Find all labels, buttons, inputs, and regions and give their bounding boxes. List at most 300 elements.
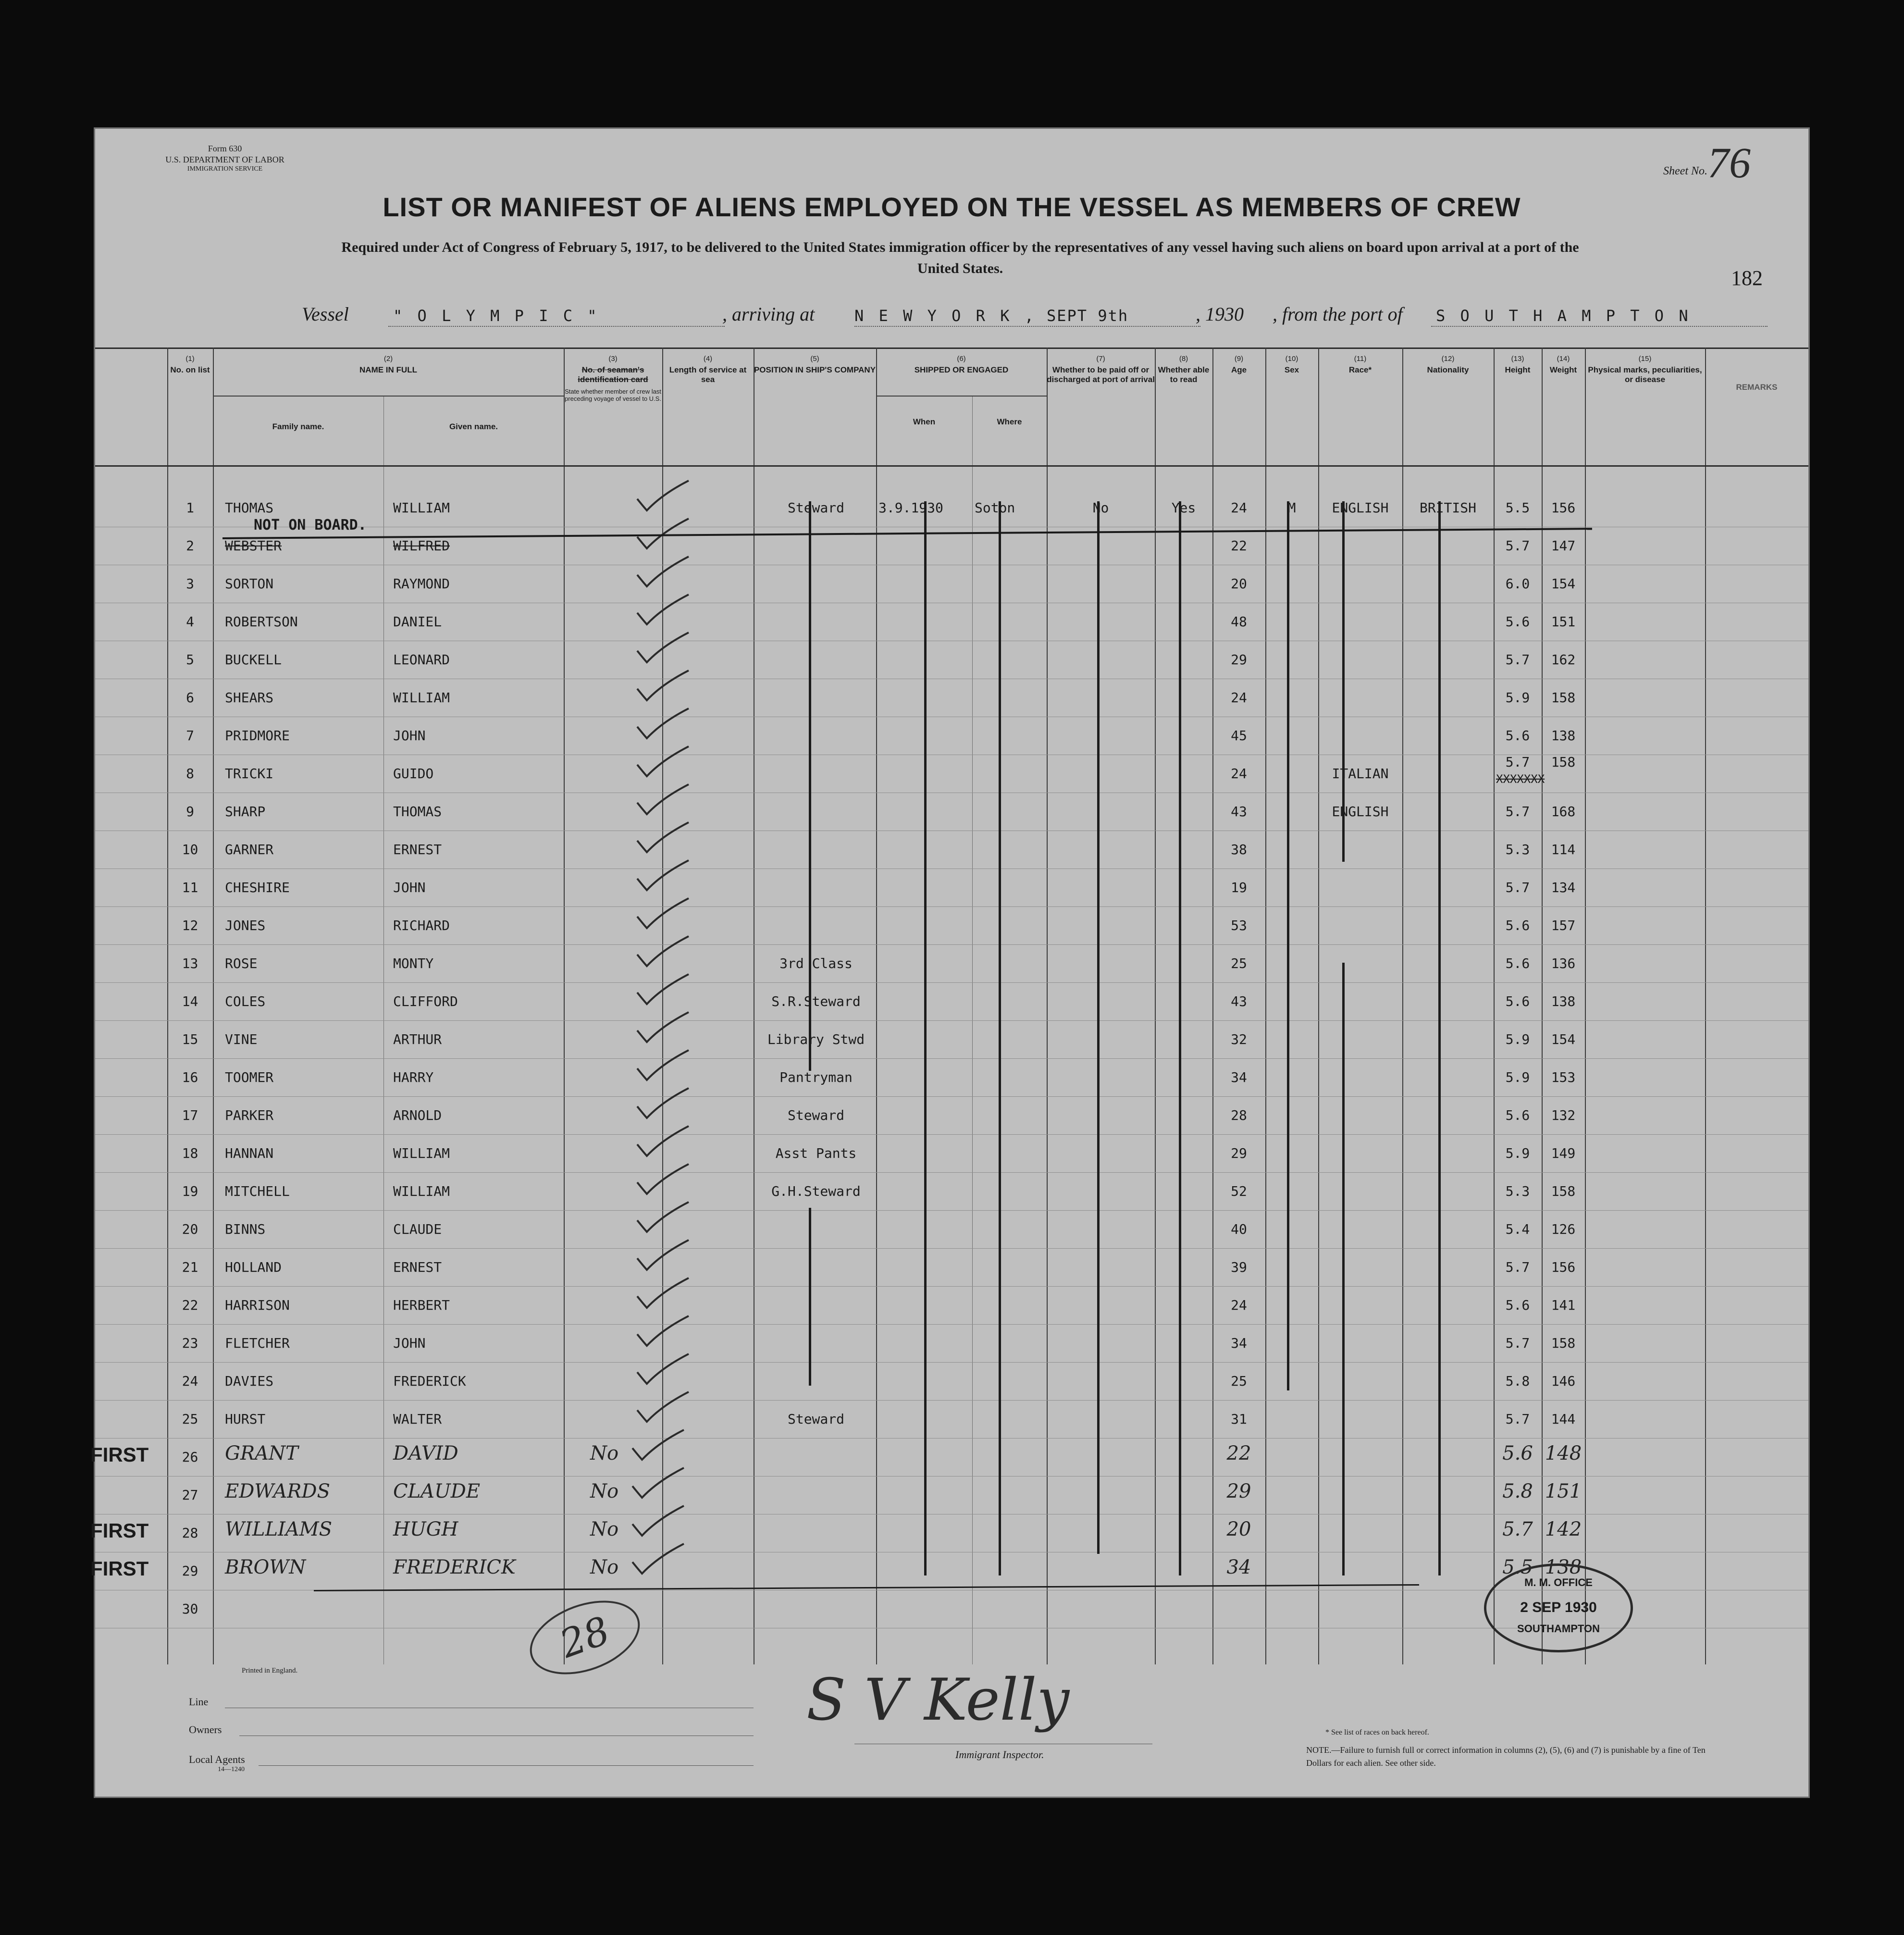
dotted-rule (388, 326, 725, 327)
family-name: JONES (225, 918, 266, 933)
check-mark-icon (633, 1163, 691, 1197)
weight: 154 (1551, 576, 1576, 592)
header-where: Where (997, 417, 1022, 426)
header-position: (5) POSITION IN SHIP'S COMPANY (754, 355, 876, 374)
nationality: BRITISH (1419, 500, 1476, 516)
header-service: (4) Length of service at sea (669, 355, 747, 385)
from-port-label: , from the port of (1273, 303, 1403, 325)
check-mark-icon (633, 632, 691, 665)
given-name: HARRY (393, 1069, 434, 1085)
footer-rule (259, 1765, 754, 1766)
check-mark-icon (633, 556, 691, 589)
row-number: 12 (182, 918, 198, 933)
given-name: DAVID (393, 1442, 458, 1464)
class-marker: FIRST (90, 1519, 149, 1542)
check-mark-icon (633, 480, 691, 513)
age: 34 (1231, 1335, 1247, 1351)
check-mark-icon (629, 1505, 686, 1538)
weight: 153 (1551, 1069, 1576, 1085)
height: 5.6 (1505, 1107, 1530, 1123)
given-name: FREDERICK (393, 1373, 466, 1389)
dotted-rule (854, 326, 1200, 327)
ditto-mark (809, 501, 811, 1071)
family-name: HURST (225, 1411, 266, 1427)
row-number: 28 (182, 1525, 198, 1541)
header-name: (2) NAME IN FULL (359, 355, 417, 374)
header-paid-off: (7) Whether to be paid off or discharged at port of arrival (1047, 355, 1155, 385)
stamp-city: SOUTHAMPTON (1517, 1623, 1600, 1635)
given-name: CLAUDE (393, 1480, 481, 1502)
header-subrule (876, 396, 1047, 397)
row-number: 24 (182, 1373, 198, 1389)
row-number: 21 (182, 1259, 198, 1275)
weight: 136 (1551, 955, 1576, 971)
row-number: 3 (186, 576, 194, 592)
inspector-signature: S V Kelly (806, 1667, 1070, 1734)
height: 5.4 (1505, 1221, 1530, 1237)
family-name: COLES (225, 993, 266, 1009)
given-name: GUIDO (393, 766, 434, 781)
given-name: WILLIAM (393, 1183, 450, 1199)
given-name: DANIEL (393, 614, 442, 630)
page-title: LIST OR MANIFEST OF ALIENS EMPLOYED ON THE VESSEL AS MEMBERS OF CREW (383, 192, 1521, 222)
table-row (95, 1363, 1808, 1401)
family-name: SORTON (225, 576, 274, 592)
stamp-office: M. M. OFFICE (1524, 1576, 1593, 1588)
given-name: RAYMOND (393, 576, 450, 592)
department: U.S. DEPARTMENT OF LABOR (165, 154, 284, 164)
table-row (95, 1249, 1808, 1287)
weight: 138 (1551, 993, 1576, 1009)
check-mark-icon (633, 670, 691, 703)
weight: 126 (1551, 1221, 1576, 1237)
check-mark-icon (633, 821, 691, 855)
check-mark-icon (633, 1087, 691, 1121)
position: Library Stwd (767, 1031, 865, 1047)
height: 5.7 (1505, 1259, 1530, 1275)
races-note: * See list of races on back hereof. (1325, 1728, 1429, 1737)
shipped-where: Soton (975, 500, 1015, 516)
circled-total: 28 (520, 1587, 650, 1688)
office-stamp (1484, 1563, 1633, 1652)
weight: 141 (1551, 1297, 1576, 1313)
height: 5.6 (1505, 728, 1530, 744)
height: 5.5 (1505, 500, 1530, 516)
weight: 156 (1551, 1259, 1576, 1275)
table-row (95, 641, 1808, 679)
struck-entry: XXXXXXX (1496, 772, 1545, 786)
age: 24 (1231, 500, 1247, 516)
check-mark-icon (633, 1125, 691, 1159)
class-marker: FIRST (90, 1443, 149, 1466)
family-name: ROSE (225, 955, 258, 971)
position: G.H.Steward (771, 1183, 861, 1199)
age: 34 (1226, 1556, 1251, 1578)
position: Steward (787, 500, 844, 516)
given-name: JOHN (393, 728, 426, 744)
height: 5.9 (1505, 1031, 1530, 1047)
table-row (95, 831, 1808, 869)
family-name: MITCHELL (225, 1183, 290, 1199)
agents-code: 14—1240 (218, 1766, 245, 1773)
penalty-note: NOTE.—Failure to furnish full or correct information in columns (2), (5), (6) and (7) is punishable by a fine of Ten Dollars for each alien. See other side. (1306, 1745, 1706, 1768)
table-row (90, 1439, 1808, 1476)
header-family-name: Family name. (272, 422, 324, 431)
weight: 148 (1545, 1442, 1582, 1464)
height: 5.7 (1505, 538, 1530, 554)
given-name: WILLIAM (393, 690, 450, 706)
header-id-card: (3) No. of seaman's identification card State whether member of crew last preceding voyage of vessel to U.S. (565, 355, 661, 403)
check-mark-icon (633, 1011, 691, 1045)
arrival-date: SEPT 9th (1047, 307, 1129, 325)
id-card: No (590, 1442, 619, 1464)
table-row (95, 565, 1808, 603)
weight: 162 (1551, 652, 1576, 668)
service: IMMIGRATION SERVICE (187, 165, 263, 173)
family-name: ROBERTSON (225, 614, 298, 630)
height: 5.7 (1505, 754, 1530, 770)
header-sex: (10) Sex (1284, 355, 1299, 374)
weight: 154 (1551, 1031, 1576, 1047)
table-row (95, 983, 1808, 1021)
not-on-board-stamp: NOT ON BOARD. (254, 517, 367, 533)
given-name: ARTHUR (393, 1031, 442, 1047)
weight: 132 (1551, 1107, 1576, 1123)
age: 25 (1231, 955, 1247, 971)
weight: 158 (1551, 1183, 1576, 1199)
age: 22 (1231, 538, 1247, 554)
age: 31 (1231, 1411, 1247, 1427)
given-name: LEONARD (393, 652, 450, 668)
row-number: 17 (182, 1107, 198, 1123)
weight: 158 (1551, 754, 1576, 770)
age: 29 (1231, 652, 1247, 668)
height: 5.6 (1505, 918, 1530, 933)
table-row (95, 907, 1808, 945)
check-mark-icon (633, 859, 691, 893)
race: ENGLISH (1332, 500, 1389, 516)
check-mark-icon (633, 1049, 691, 1083)
row-number: 7 (186, 728, 194, 744)
table-row (95, 1401, 1808, 1439)
ditto-mark (1097, 501, 1100, 1554)
table-row (95, 1476, 1808, 1514)
agents-label: Local Agents (189, 1753, 245, 1765)
family-name: BROWN (225, 1556, 306, 1578)
ditto-mark (999, 501, 1001, 1575)
owners-label: Owners (189, 1724, 222, 1736)
sex: M (1287, 500, 1296, 516)
age: 20 (1226, 1518, 1251, 1540)
age: 24 (1231, 690, 1247, 706)
given-name: WILLIAM (393, 500, 450, 516)
given-name: HUGH (393, 1518, 458, 1540)
ditto-mark (1342, 501, 1345, 862)
line-label: Line (189, 1696, 209, 1708)
check-mark-icon (633, 1239, 691, 1273)
shipped-when: 3.9.1930 (878, 500, 943, 516)
height: 5.6 (1505, 1297, 1530, 1313)
class-marker: FIRST (90, 1557, 149, 1580)
table-row (95, 1135, 1808, 1173)
table-row (95, 679, 1808, 717)
printed-note: Printed in England. (242, 1667, 298, 1675)
header-subrule (213, 396, 564, 397)
height: 5.6 (1505, 955, 1530, 971)
given-name: ARNOLD (393, 1107, 442, 1123)
table-row (95, 1211, 1808, 1249)
row-number: 9 (186, 804, 194, 819)
row-number: 29 (182, 1563, 198, 1579)
row-number: 25 (182, 1411, 198, 1427)
table-row (95, 755, 1808, 793)
family-name: BINNS (225, 1221, 266, 1237)
age: 53 (1231, 918, 1247, 933)
age: 39 (1231, 1259, 1247, 1275)
given-name: JOHN (393, 880, 426, 895)
table-row (95, 717, 1808, 755)
age: 28 (1231, 1107, 1247, 1123)
height: 5.7 (1502, 1518, 1533, 1540)
ditto-mark (1287, 501, 1289, 1390)
weight: 147 (1551, 538, 1576, 554)
vessel-name: " O L Y M P I C " (393, 307, 600, 325)
weight: 142 (1545, 1518, 1582, 1540)
position: Steward (787, 1411, 844, 1427)
age: 29 (1226, 1480, 1251, 1502)
given-name: WALTER (393, 1411, 442, 1427)
age: 24 (1231, 766, 1247, 781)
vessel-label: Vessel (302, 303, 349, 325)
header-remarks: REMARKS (1736, 383, 1778, 392)
position: Asst Pants (775, 1145, 857, 1161)
form-header (153, 143, 297, 174)
race: ITALIAN (1332, 766, 1389, 781)
age: 29 (1231, 1145, 1247, 1161)
weight: 158 (1551, 690, 1576, 706)
race: ENGLISH (1332, 804, 1389, 819)
height: 5.8 (1502, 1480, 1533, 1502)
height: 5.9 (1505, 1069, 1530, 1085)
age: 43 (1231, 993, 1247, 1009)
id-card: No (590, 1518, 619, 1540)
id-card: No (590, 1556, 619, 1578)
height: 5.9 (1505, 1145, 1530, 1161)
check-mark-icon (633, 1353, 691, 1387)
form-number: Form 630 (208, 144, 242, 153)
arrival-port: N E W Y O R K , (854, 307, 1037, 325)
row-number: 20 (182, 1221, 198, 1237)
family-name: TRICKI (225, 766, 274, 781)
family-name: EDWARDS (225, 1480, 330, 1502)
weight: 168 (1551, 804, 1576, 819)
row-number: 16 (182, 1069, 198, 1085)
position: Pantryman (779, 1069, 853, 1085)
row-number: 8 (186, 766, 194, 781)
dotted-rule (1431, 326, 1768, 327)
row-number: 11 (182, 880, 198, 895)
family-name: PRIDMORE (225, 728, 290, 744)
given-name: RICHARD (393, 918, 450, 933)
inspector-label: Immigrant Inspector. (955, 1749, 1044, 1761)
row-number: 13 (182, 955, 198, 971)
weight: 134 (1551, 880, 1576, 895)
row-number: 18 (182, 1145, 198, 1161)
age: 22 (1226, 1442, 1251, 1464)
height: 5.6 (1502, 1442, 1533, 1464)
page-subtitle: Required under Act of Congress of February 5, 1917, to be delivered to the United States immigration officer by the representatives of any vessel having such aliens on board upon arrival at a port of the United States. (341, 239, 1579, 276)
sheet-no-label: Sheet No. (1663, 165, 1707, 177)
able-to-read: Yes (1171, 500, 1196, 516)
age: 24 (1231, 1297, 1247, 1313)
table-row (95, 869, 1808, 907)
weight: 156 (1551, 500, 1576, 516)
check-mark-icon (633, 935, 691, 969)
weight: 157 (1551, 918, 1576, 933)
row-number: 22 (182, 1297, 198, 1313)
row-number: 6 (186, 690, 194, 706)
weight: 144 (1551, 1411, 1576, 1427)
age: 40 (1231, 1221, 1247, 1237)
age: 20 (1231, 576, 1247, 592)
manifest-sheet (90, 127, 1810, 1798)
family-name: BUCKELL (225, 652, 282, 668)
age: 52 (1231, 1183, 1247, 1199)
ditto-mark (1342, 963, 1345, 1575)
check-mark-icon (633, 897, 691, 931)
weight: 114 (1551, 842, 1576, 857)
height: 5.3 (1505, 842, 1530, 857)
header-height: (13) Height (1505, 355, 1531, 374)
weight: 146 (1551, 1373, 1576, 1389)
height: 5.5 (1502, 1556, 1533, 1578)
ditto-mark (1438, 501, 1441, 1575)
family-name: HANNAN (225, 1145, 274, 1161)
height: 5.8 (1505, 1373, 1530, 1389)
age: 25 (1231, 1373, 1247, 1389)
family-name: VINE (225, 1031, 258, 1047)
family-name: SHARP (225, 804, 266, 819)
age: 19 (1231, 880, 1247, 895)
header-age: (9) Age (1231, 355, 1247, 374)
age: 32 (1231, 1031, 1247, 1047)
family-name: PARKER (225, 1107, 274, 1123)
age: 45 (1231, 728, 1247, 744)
departure-port: S O U T H A M P T O N (1436, 307, 1691, 325)
id-card: No (590, 1480, 619, 1502)
check-mark-icon (629, 1467, 686, 1501)
family-name: WEBSTER (225, 538, 282, 554)
height: 5.7 (1505, 652, 1530, 668)
row-number: 10 (182, 842, 198, 857)
header-physical-marks: (15) Physical marks, peculiarities, or disease (1588, 355, 1702, 385)
header-when: When (913, 417, 936, 426)
row-number: 5 (186, 652, 194, 668)
height: 6.0 (1505, 576, 1530, 592)
row-number: 27 (182, 1487, 198, 1503)
given-name: CLIFFORD (393, 993, 458, 1009)
family-name: HOLLAND (225, 1259, 282, 1275)
ditto-mark (924, 501, 927, 1575)
table-row (95, 1173, 1808, 1211)
height: 5.6 (1505, 614, 1530, 630)
table-row (95, 793, 1808, 831)
check-mark-icon (633, 1315, 691, 1349)
check-mark-icon (633, 1277, 691, 1311)
family-name: TOOMER (225, 1069, 274, 1085)
row-number: 19 (182, 1183, 198, 1199)
position: S.R.Steward (771, 993, 861, 1009)
row-number: 23 (182, 1335, 198, 1351)
given-name: WILLIAM (393, 1145, 450, 1161)
given-name: ERNEST (393, 842, 442, 857)
row-number: 2 (186, 538, 194, 554)
paid-off: No (1092, 500, 1109, 516)
height: 5.6 (1505, 993, 1530, 1009)
header-shipped: (6) SHIPPED OR ENGAGED (914, 355, 1009, 374)
check-mark-icon (633, 745, 691, 779)
arriving-label: , arriving at (722, 303, 815, 325)
row-number: 14 (182, 993, 198, 1009)
check-mark-icon (633, 1201, 691, 1235)
table-row (95, 1059, 1808, 1097)
check-mark-icon (633, 707, 691, 741)
check-mark-icon (629, 1429, 686, 1463)
family-name: THOMAS (225, 500, 274, 516)
check-mark-icon (629, 1543, 686, 1576)
weight: 149 (1551, 1145, 1576, 1161)
row-number: 26 (182, 1449, 198, 1465)
check-mark-icon (633, 973, 691, 1007)
header-read: (8) Whether able to read (1158, 355, 1210, 385)
row-number: 30 (182, 1601, 198, 1617)
age: 38 (1231, 842, 1247, 857)
table-row (95, 1097, 1808, 1135)
arrival-year: , 1930 (1196, 303, 1244, 325)
given-name: CLAUDE (393, 1221, 442, 1237)
header-no: (1) No. on list (170, 355, 210, 374)
header-given-name: Given name. (449, 422, 498, 431)
family-name: WILLIAMS (225, 1518, 333, 1540)
family-name: GARNER (225, 842, 274, 857)
check-mark-icon (633, 783, 691, 817)
table-row (95, 603, 1808, 641)
row-number: 1 (186, 500, 194, 516)
stamp-date: 2 SEP 1930 (1520, 1600, 1597, 1615)
height: 5.7 (1505, 804, 1530, 819)
family-name: SHEARS (225, 690, 274, 706)
position: 3rd Class (779, 955, 853, 971)
height: 5.7 (1505, 880, 1530, 895)
age: 34 (1231, 1069, 1247, 1085)
given-name: MONTY (393, 955, 434, 971)
header-weight: (14) Weight (1549, 355, 1577, 374)
weight: 138 (1545, 1556, 1582, 1578)
ditto-mark (1179, 501, 1181, 1575)
check-mark-icon (633, 594, 691, 627)
page-number: 182 (1731, 266, 1763, 290)
given-name: JOHN (393, 1335, 426, 1351)
family-name: DAVIES (225, 1373, 274, 1389)
table-row (95, 1021, 1808, 1059)
position: Steward (787, 1107, 844, 1123)
table-row (95, 945, 1808, 983)
family-name: FLETCHER (225, 1335, 290, 1351)
header-race: (11) Race* (1348, 355, 1372, 374)
age: 43 (1231, 804, 1247, 819)
family-name: CHESHIRE (225, 880, 290, 895)
height: 5.3 (1505, 1183, 1530, 1199)
